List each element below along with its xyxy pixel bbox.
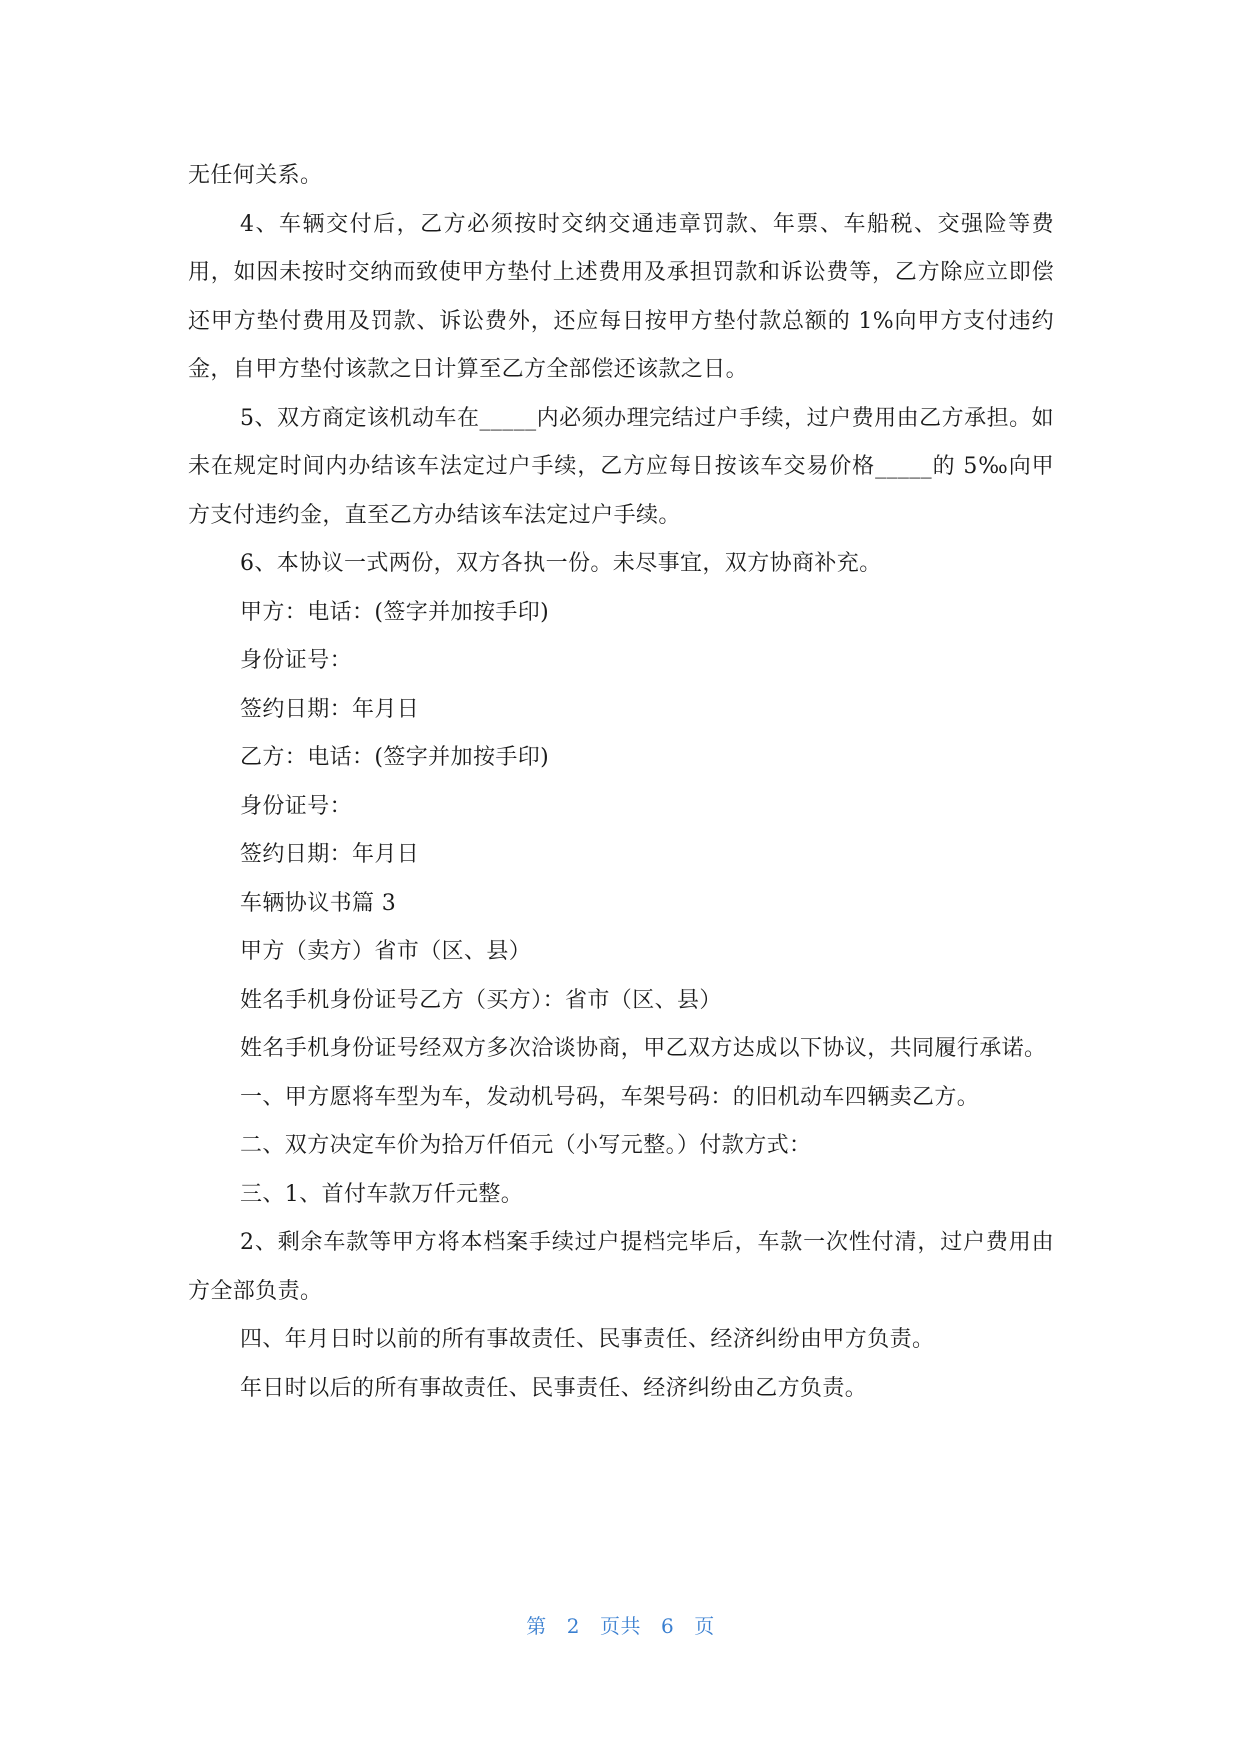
paragraph: 三、1、首付车款万仟元整。 <box>240 1181 524 1207</box>
paragraph: 6、本协议一式两份，双方各执一份。未尽事宜，双方协商补充。 <box>240 551 882 576</box>
footer-total-pages: 6 <box>661 1614 675 1638</box>
paragraph: 2、剩余车款等甲方将本档案手续过户提档完毕后，车款一次性付清，过户费用由方全部负责。 <box>188 1230 1054 1304</box>
paragraph: 4、车辆交付后，乙方必须按时交纳交通违章罚款、年票、车船税、交强险等费用，如因未按时交纳而致使甲方垫付上述费用及承担罚款和诉讼费等，乙方除应立即偿还甲方垫付费用及罚款、诉讼费外，还应每日按甲方垫付款总额的 1%向甲方支付违约金，自甲方垫付该款之日计算至乙方全部偿还该款之日。 <box>188 211 1054 382</box>
footer-middle: 页共 <box>600 1614 641 1638</box>
paragraph: 甲方：电话：(签字并加按手印) <box>240 599 550 625</box>
paragraph: 身份证号： <box>240 648 353 673</box>
paragraph: 车辆协议书篇 3 <box>240 890 397 916</box>
paragraph: 无任何关系。 <box>188 163 323 188</box>
paragraph: 四、年月日时以前的所有事故责任、民事责任、经济纠纷由甲方负责。 <box>240 1327 935 1352</box>
footer-prefix: 第 <box>526 1614 547 1638</box>
paragraph: 姓名手机身份证号乙方（买方）：省市（区、县） <box>240 987 722 1013</box>
paragraph: 身份证号： <box>240 793 353 819</box>
paragraph: 签约日期：年月日 <box>240 842 420 867</box>
paragraph: 甲方（卖方）省市（区、县） <box>240 939 532 964</box>
paragraph: 5、双方商定该机动车在_____内必须办理完结过户手续，过户费用由乙方承担。如未在规定时间内办结该车法定过户手续，乙方应每日按该车交易价格_____的 5‰向甲方支付违约金，直至乙方办结该车法定过户手续。 <box>188 405 1054 528</box>
paragraph: 二、双方决定车价为拾万仟佰元（小写元整。）付款方式： <box>240 1133 812 1158</box>
paragraph: 签约日期：年月日 <box>240 696 420 722</box>
page-footer <box>0 1610 1241 1639</box>
paragraph: 年日时以后的所有事故责任、民事责任、经济纠纷由乙方负责。 <box>240 1375 868 1401</box>
document-body <box>188 152 1054 1413</box>
footer-current-page: 2 <box>566 1614 580 1638</box>
footer-suffix: 页 <box>694 1614 715 1638</box>
paragraph: 姓名手机身份证号经双方多次洽谈协商，甲乙双方达成以下协议，共同履行承诺。 <box>240 1036 1047 1061</box>
paragraph: 乙方：电话：(签字并加按手印) <box>240 745 550 770</box>
paragraph: 一、甲方愿将车型为车，发动机号码，车架号码：的旧机动车四辆卖乙方。 <box>240 1084 980 1110</box>
